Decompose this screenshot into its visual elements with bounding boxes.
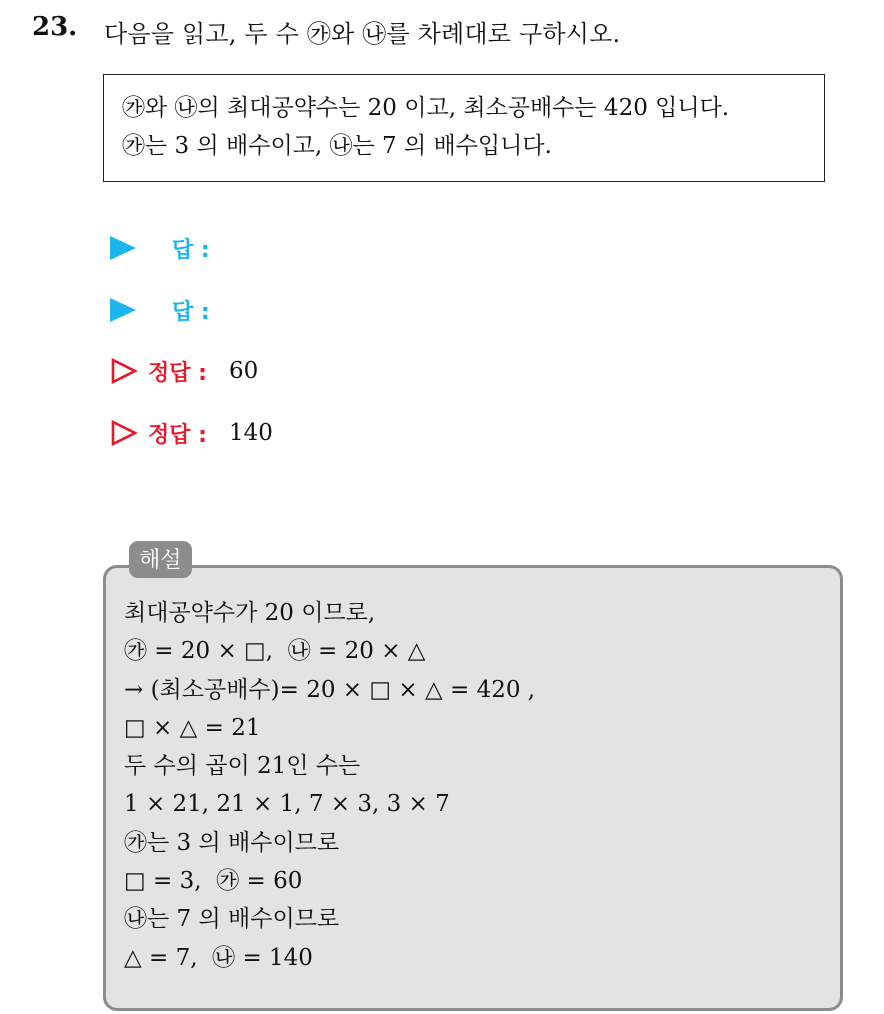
given-line-2: ㉮는 3 의 배수이고, ㉯는 7 의 배수입니다. — [122, 133, 552, 159]
explanation-line: 두 수의 곱이 21인 수는 — [124, 753, 361, 780]
explanation-line: 1 × 21, 21 × 1, 7 × 3, 3 × 7 — [124, 791, 450, 818]
answer-row-2 — [110, 293, 210, 327]
answer-label-1: 답 : — [172, 237, 210, 263]
outline-triangle-icon — [110, 357, 138, 385]
answer-label-2: 답 : — [172, 299, 210, 325]
correct-answer-value-1: 60 — [228, 358, 259, 384]
explanation-line: 최대공약수가 20 이므로, — [124, 600, 376, 626]
question-number: 23. — [32, 12, 78, 42]
explanation-text — [124, 594, 535, 977]
explanation-line: □ = 3, ㉮ = 60 — [124, 868, 303, 895]
explanation-line: □ × △ = 21 — [124, 714, 261, 741]
correct-answer-label-1: 정답 : — [148, 360, 207, 386]
correct-answer-row-1 — [110, 354, 258, 388]
given-conditions-box — [103, 74, 825, 182]
play-triangle-icon — [110, 298, 136, 322]
answer-row-1 — [110, 231, 210, 265]
explanation-line: ㉮는 3 의 배수이므로 — [124, 829, 340, 856]
correct-answer-value-2: 140 — [228, 420, 273, 446]
correct-answer-row-2 — [110, 416, 273, 450]
explanation-line: → (최소공배수)= 20 × □ × △ = 420 , — [124, 676, 536, 703]
explanation-line: △ = 7, ㉯ = 140 — [124, 944, 313, 971]
correct-answer-label-2: 정답 : — [148, 422, 207, 448]
outline-triangle-icon — [110, 419, 138, 447]
explanation-line: ㉯는 7 의 배수이므로 — [124, 906, 340, 933]
question-text: 다음을 읽고, 두 수 ㉮와 ㉯를 차례대로 구하시오. — [104, 20, 621, 48]
explanation-line: ㉮ = 20 × □, ㉯ = 20 × △ — [124, 638, 426, 665]
explanation-tag: 해설 — [129, 541, 192, 578]
play-triangle-icon — [110, 236, 136, 260]
given-line-1: ㉮와 ㉯의 최대공약수는 20 이고, 최소공배수는 420 입니다. — [122, 95, 730, 121]
